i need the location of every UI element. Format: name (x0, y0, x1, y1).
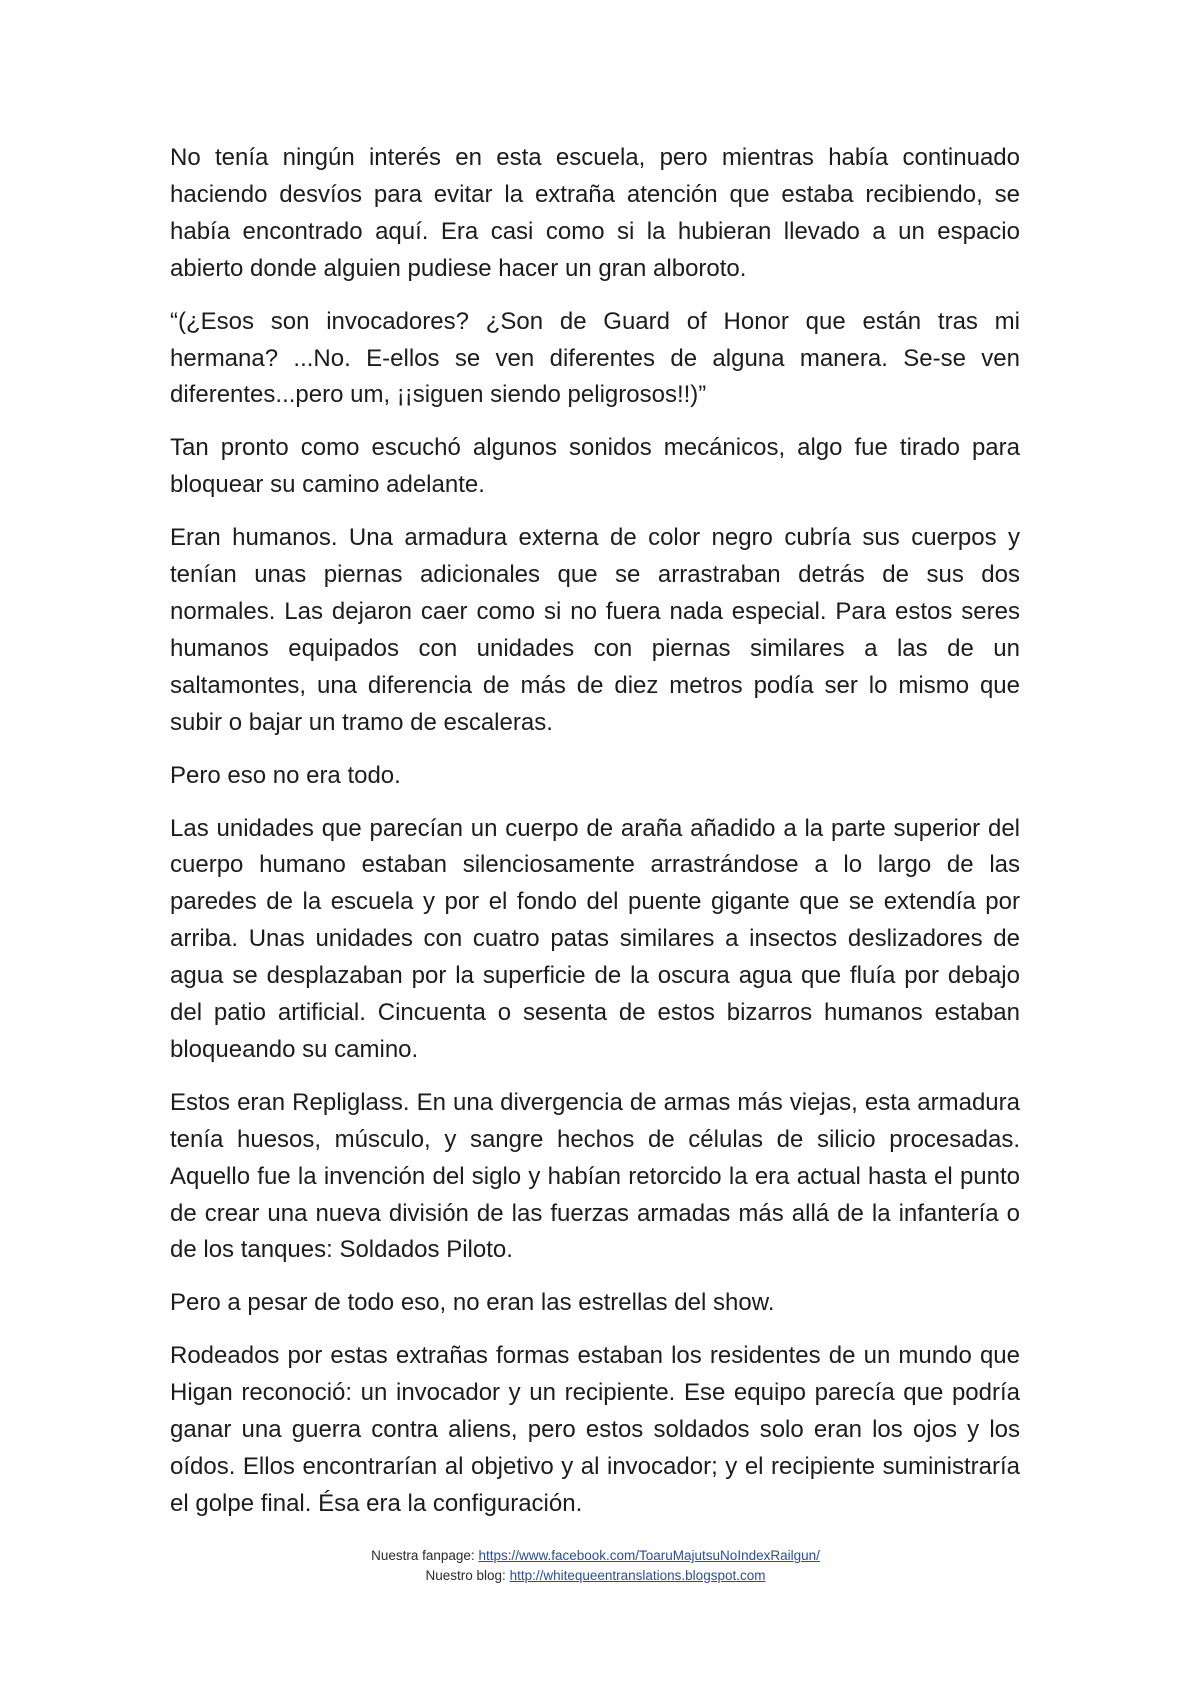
blog-label: Nuestro blog: (425, 1568, 506, 1583)
fanpage-label: Nuestra fanpage: (371, 1548, 475, 1563)
paragraph: Las unidades que parecían un cuerpo de araña añadido a la parte superior del cuerpo humano estaban silenciosamente arrastrándose a lo largo de las paredes de la escuela y por el fondo del puente gigante que se extendía por arriba. Unas unidades con cuatro patas similares a insectos deslizadores de agua se desplazaban por la superficie de la oscura agua que fluía por debajo del patio artificial. Cincuenta o sesenta de estos bizarros humanos estaban bloqueando su camino. (170, 814, 1020, 1063)
paragraph: “(¿Esos son invocadores? ¿Son de Guard of Honor que están tras mi hermana? ...No. E-ellos se ven diferentes de alguna manera. Se-se ven diferentes...pero um, ¡¡siguen siendo peligrosos!!)” (170, 307, 1020, 409)
paragraph: Pero a pesar de todo eso, no eran las estrellas del show. (170, 1289, 775, 1317)
blog-line (0, 1566, 1191, 1586)
blog-link[interactable]: http://whitequeentranslations.blogspot.com (509, 1568, 766, 1583)
paragraph: No tenía ningún interés en esta escuela, pero mientras había continuado haciendo desvíos para evitar la extraña atención que estaba recibiendo, se había encontrado aquí. Era casi como si la hubieran llevado a un espacio abierto donde alguien pudiese hacer un gran alboroto. (170, 144, 1020, 282)
paragraph: Pero eso no era todo. (170, 761, 401, 789)
paragraph: Estos eran Repliglass. En una divergencia de armas más viejas, esta armadura tenía huesos, músculo, y sangre hechos de células de silicio procesadas. Aquello fue la invención del siglo y habían retorcido la era actual hasta el punto de crear una nueva división de las fuerzas armadas más allá de la infantería o de los tanques: Soldados Piloto. (170, 1088, 1020, 1264)
page-footer (0, 1546, 1191, 1586)
paragraph: Tan pronto como escuchó algunos sonidos mecánicos, algo fue tirado para bloquear su camino adelante. (170, 434, 1020, 499)
fanpage-link[interactable]: https://www.facebook.com/ToaruMajutsuNoIndexRailgun/ (478, 1548, 820, 1563)
paragraph: Eran humanos. Una armadura externa de color negro cubría sus cuerpos y tenían unas piernas adicionales que se arrastraban detrás de sus dos normales. Las dejaron caer como si no fuera nada especial. Para estos seres humanos equipados con unidades con piernas similares a las de un saltamontes, una diferencia de más de diez metros podía ser lo mismo que subir o bajar un tramo de escaleras. (170, 524, 1020, 736)
fanpage-line (0, 1546, 1191, 1566)
body-text (170, 140, 1020, 1539)
paragraph: Rodeados por estas extrañas formas estaban los residentes de un mundo que Higan reconoció: un invocador y un recipiente. Ese equipo parecía que podría ganar una guerra contra aliens, pero estos soldados solo eran los ojos y los oídos. Ellos encontrarían al objetivo y al invocador; y el recipiente suministraría el golpe final. Ésa era la configuración. (170, 1342, 1020, 1517)
